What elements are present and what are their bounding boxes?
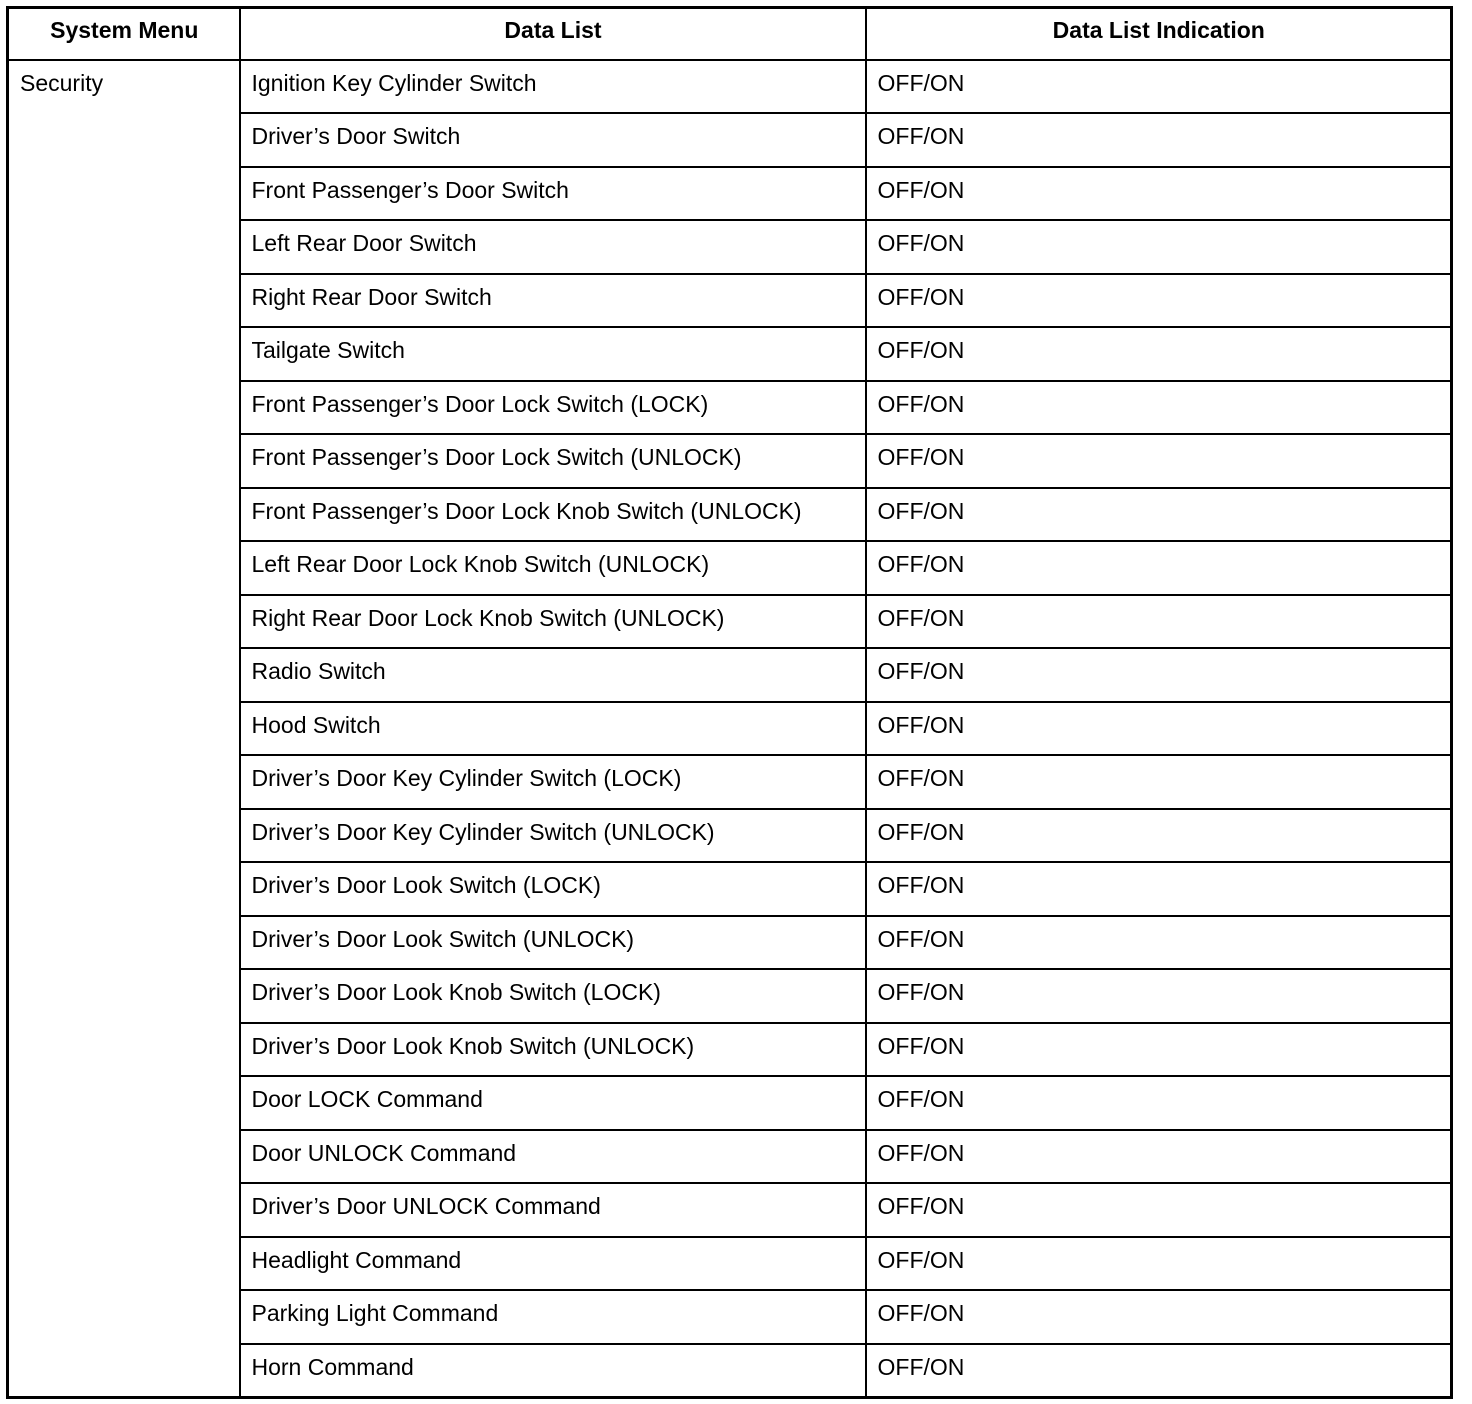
data-list-indication-cell: OFF/ON (866, 648, 1452, 702)
data-list-item-cell: Front Passenger’s Door Lock Knob Switch (UNLOCK) (240, 488, 866, 542)
header-data-list-indication: Data List Indication (866, 8, 1452, 60)
data-list-indication-cell: OFF/ON (866, 1076, 1452, 1130)
data-list-item-cell: Ignition Key Cylinder Switch (240, 60, 866, 114)
data-list-item-cell: Front Passenger’s Door Lock Switch (UNLOCK) (240, 434, 866, 488)
table-header-row (8, 8, 1452, 60)
data-list-item-cell: Driver’s Door Key Cylinder Switch (UNLOCK) (240, 809, 866, 863)
data-list-item-cell: Headlight Command (240, 1237, 866, 1291)
data-list-item-cell: Right Rear Door Switch (240, 274, 866, 328)
data-list-indication-cell: OFF/ON (866, 969, 1452, 1023)
data-list-indication-cell: OFF/ON (866, 1023, 1452, 1077)
data-list-indication-cell: OFF/ON (866, 1183, 1452, 1237)
data-list-item-cell: Driver’s Door Key Cylinder Switch (LOCK) (240, 755, 866, 809)
data-list-item-cell: Door UNLOCK Command (240, 1130, 866, 1184)
data-list-item-cell: Driver’s Door UNLOCK Command (240, 1183, 866, 1237)
data-list-indication-cell: OFF/ON (866, 434, 1452, 488)
data-list-indication-cell: OFF/ON (866, 167, 1452, 221)
data-list-indication-cell: OFF/ON (866, 1290, 1452, 1344)
table-body (8, 60, 1452, 1398)
data-list-item-cell: Right Rear Door Lock Knob Switch (UNLOCK) (240, 595, 866, 649)
data-list-item-cell: Driver’s Door Switch (240, 113, 866, 167)
data-list-item-cell: Hood Switch (240, 702, 866, 756)
data-list-item-cell: Parking Light Command (240, 1290, 866, 1344)
header-data-list: Data List (240, 8, 866, 60)
data-list-item-cell: Front Passenger’s Door Switch (240, 167, 866, 221)
data-list-item-cell: Horn Command (240, 1344, 866, 1398)
system-menu-cell: Security (8, 60, 240, 1398)
data-list-item-cell: Left Rear Door Lock Knob Switch (UNLOCK) (240, 541, 866, 595)
table-row (8, 60, 1452, 114)
data-list-indication-cell: OFF/ON (866, 809, 1452, 863)
data-list-item-cell: Driver’s Door Look Switch (UNLOCK) (240, 916, 866, 970)
data-list-item-cell: Door LOCK Command (240, 1076, 866, 1130)
data-list-indication-cell: OFF/ON (866, 702, 1452, 756)
data-list-item-cell: Driver’s Door Look Switch (LOCK) (240, 862, 866, 916)
security-data-list-table (6, 6, 1453, 1399)
data-list-indication-cell: OFF/ON (866, 595, 1452, 649)
data-list-indication-cell: OFF/ON (866, 60, 1452, 114)
data-list-indication-cell: OFF/ON (866, 1130, 1452, 1184)
data-list-item-cell: Driver’s Door Look Knob Switch (UNLOCK) (240, 1023, 866, 1077)
data-list-item-cell: Left Rear Door Switch (240, 220, 866, 274)
data-list-indication-cell: OFF/ON (866, 381, 1452, 435)
data-list-indication-cell: OFF/ON (866, 916, 1452, 970)
data-list-indication-cell: OFF/ON (866, 541, 1452, 595)
data-list-indication-cell: OFF/ON (866, 1237, 1452, 1291)
data-list-item-cell: Radio Switch (240, 648, 866, 702)
data-list-indication-cell: OFF/ON (866, 862, 1452, 916)
header-system-menu: System Menu (8, 8, 240, 60)
data-list-indication-cell: OFF/ON (866, 113, 1452, 167)
data-list-indication-cell: OFF/ON (866, 1344, 1452, 1398)
data-list-indication-cell: OFF/ON (866, 327, 1452, 381)
data-list-indication-cell: OFF/ON (866, 220, 1452, 274)
data-list-indication-cell: OFF/ON (866, 488, 1452, 542)
data-list-indication-cell: OFF/ON (866, 274, 1452, 328)
data-list-item-cell: Driver’s Door Look Knob Switch (LOCK) (240, 969, 866, 1023)
data-list-item-cell: Front Passenger’s Door Lock Switch (LOCK) (240, 381, 866, 435)
data-list-item-cell: Tailgate Switch (240, 327, 866, 381)
data-list-indication-cell: OFF/ON (866, 755, 1452, 809)
